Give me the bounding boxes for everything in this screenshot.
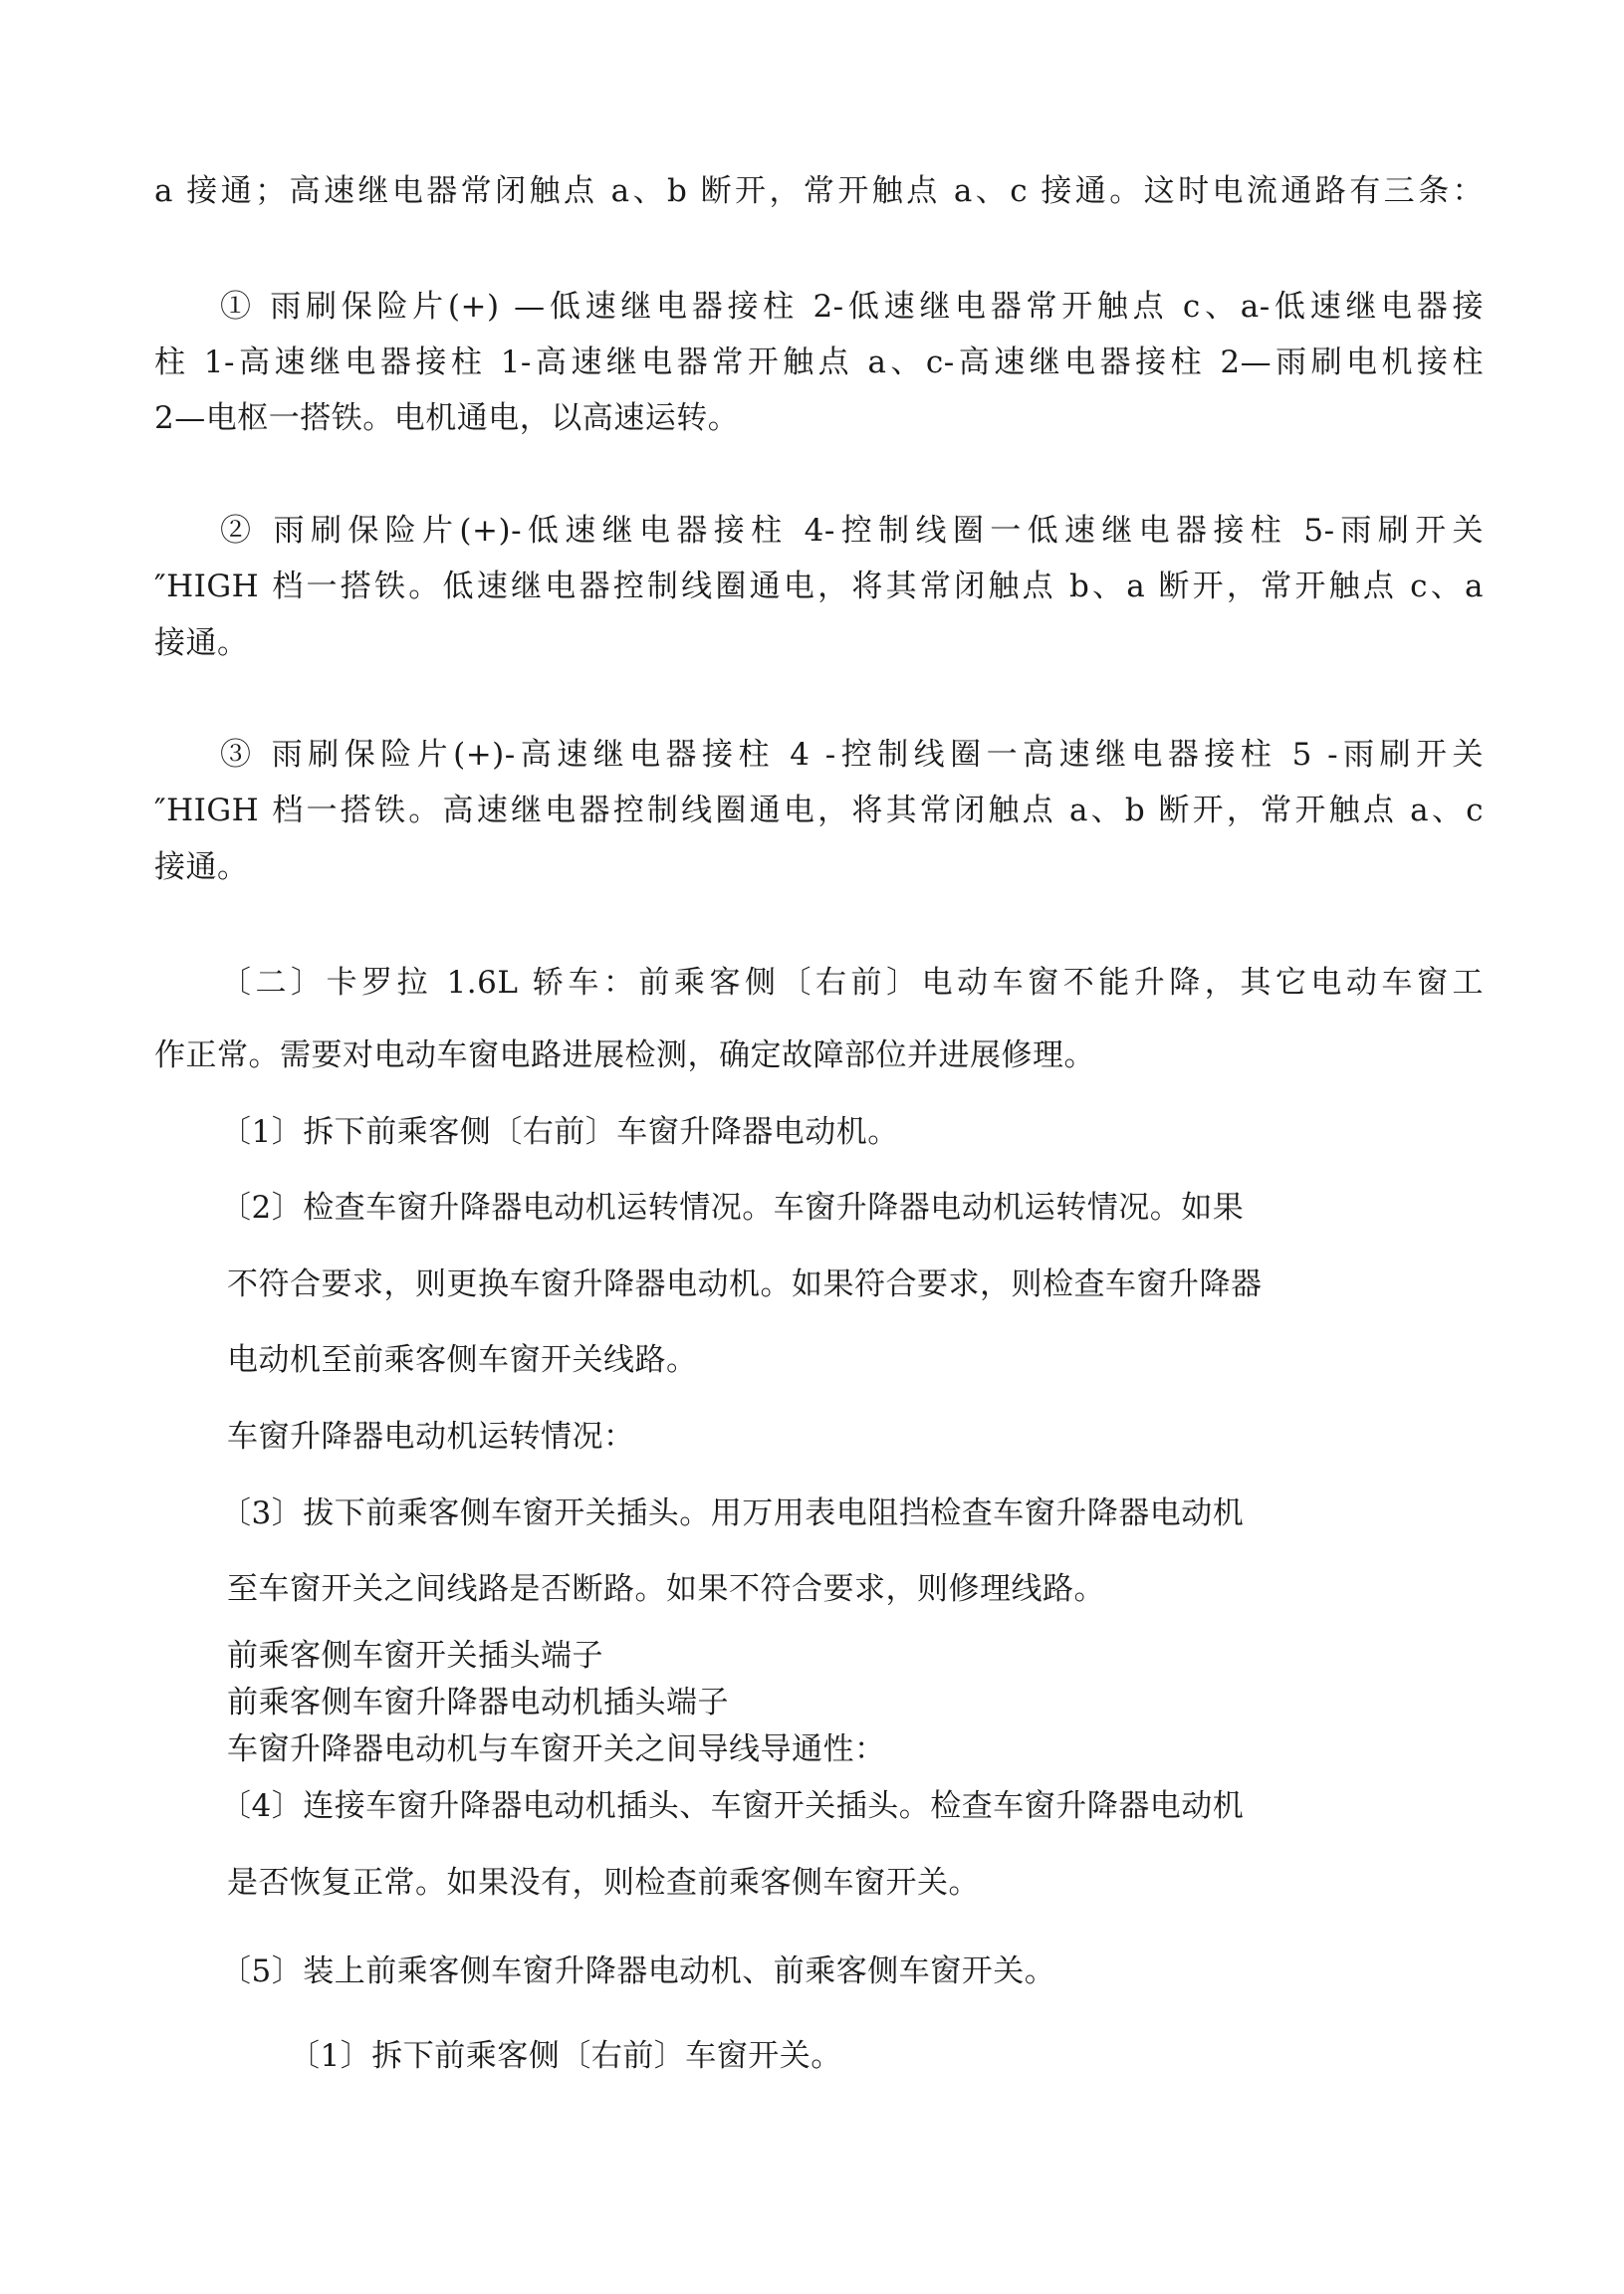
path1-line2: 柱 1-高速继电器接柱 1-高速继电器常开触点 a、c-高速继电器接柱 2—雨刷电机接柱 (154, 344, 1484, 380)
path2-line1: ② 雨刷保险片(+)-低速继电器接柱 4-控制线圈一低速继电器接柱 5-雨刷开关 (220, 513, 1484, 549)
case2-line2: 作正常。需要对电动车窗电路进展检测，确定故障部位并进展修理。 (154, 1037, 1095, 1073)
path2-line3: 接通。 (154, 625, 249, 661)
step3-label-motor-terminals: 前乘客侧车窗升降器电动机插头端子 (227, 1685, 729, 1720)
step2-line2: 不符合要求，则更换车窗升降器电动机。如果符合要求，则检查车窗升降器 (227, 1266, 1263, 1302)
path3-line2: ″HIGH 档一搭铁。高速继电器控制线圈通电，将其常闭触点 a、b 断开，常开触点 a、c (154, 793, 1484, 828)
step2-line1: 〔2〕检查车窗升降器电动机运转情况。车窗升降器电动机运转情况。如果 (220, 1190, 1245, 1226)
step1-text: 〔1〕拆下前乘客侧〔右前〕车窗升降器电动机。 (220, 1114, 899, 1150)
step3-line1: 〔3〕拔下前乘客侧车窗开关插头。用万用表电阻挡检查车窗升降器电动机 (220, 1495, 1245, 1531)
path1-line3: 2—电枢一搭铁。电机通电，以高速运转。 (154, 400, 740, 436)
path1-line1: ① 雨刷保险片(+) —低速继电器接柱 2-低速继电器常开触点 c、a-低速继电器接 (220, 289, 1484, 325)
case2-line1: 〔二〕卡罗拉 1.6L 轿车：前乘客侧〔右前〕电动车窗不能升降，其它电动车窗工 (220, 965, 1484, 1001)
step2-label: 车窗升降器电动机运转情况： (227, 1419, 635, 1455)
path3-line3: 接通。 (154, 849, 249, 885)
intro-line: a 接通；高速继电器常闭触点 a、b 断开，常开触点 a、c 接通。这时电流通路有三条： (154, 173, 1484, 209)
step2-line3: 电动机至前乘客侧车窗开关线路。 (227, 1342, 698, 1378)
step3-label-continuity: 车窗升降器电动机与车窗开关之间导线导通性： (227, 1731, 886, 1767)
path3-line1: ③ 雨刷保险片(+)-高速继电器接柱 4 -控制线圈一高速继电器接柱 5 -雨刷开关 (220, 737, 1484, 773)
substep1-text: 〔1〕拆下前乘客侧〔右前〕车窗开关。 (289, 2038, 842, 2074)
step5-text: 〔5〕装上前乘客侧车窗升降器电动机、前乘客侧车窗开关。 (220, 1953, 1056, 1989)
step3-line2: 至车窗开关之间线路是否断路。如果不符合要求，则修理线路。 (227, 1571, 1105, 1607)
step4-line1: 〔4〕连接车窗升降器电动机插头、车窗开关插头。检查车窗升降器电动机 (220, 1788, 1245, 1824)
step4-line2: 是否恢复正常。如果没有，则检查前乘客侧车窗开关。 (227, 1865, 980, 1901)
step3-label-switch-terminals: 前乘客侧车窗开关插头端子 (227, 1638, 603, 1674)
path2-line2: ″HIGH 档一搭铁。低速继电器控制线圈通电，将其常闭触点 b、a 断开，常开触点 c、a (154, 569, 1484, 604)
